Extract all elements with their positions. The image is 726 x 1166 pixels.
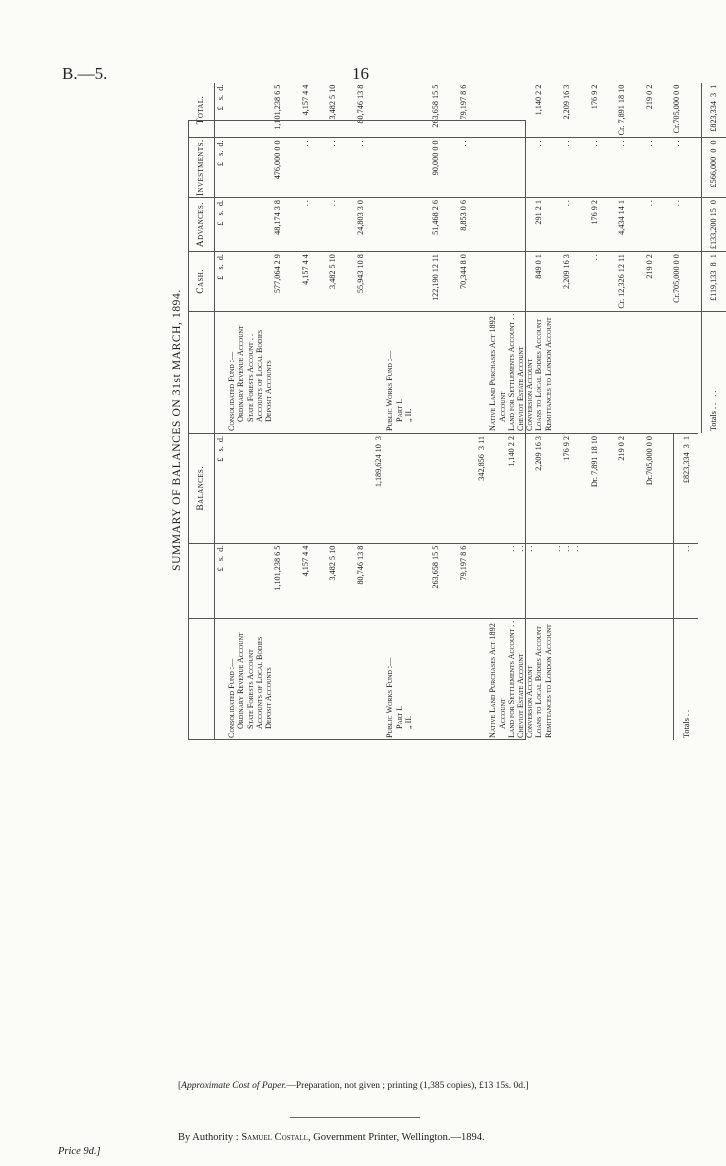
balances-section <box>188 433 691 740</box>
units-bal: £ s. d. <box>215 434 227 544</box>
totals-label: Totals . . <box>674 618 699 740</box>
table-row: Public Works Fund :— Part I. „ II. 122,190 12 11 70,344 8 0 51,468 2 6 8,853 0 6 90,000 0 0 . . 263,658 15 5 79,197 8 6 <box>384 83 487 433</box>
total-cell: 1,140 2 2 2,209 16 3 176 9 2 Cr. 7,891 18 10 219 0 2 Cr.705,000 0 0 <box>534 84 682 136</box>
totals-total: £823,334 3 1 <box>701 83 726 138</box>
page-number: 16 <box>352 64 369 83</box>
totals-advances: £133,200 15 0 <box>701 198 726 252</box>
units-row: £ s. d. £ s. d. £ s. d. £ s. d. <box>215 83 227 433</box>
table-row <box>384 434 487 741</box>
other-accounts: Native Land Purchases Act 1892 Account Land for Settlements Account . . Cheviot Estate Account Conversion Account Loans to Local Bodies Account Remittances to London Account <box>487 618 673 740</box>
units-sub: £ s. d. <box>215 543 227 618</box>
balances-table <box>188 433 698 740</box>
total-cell: 1,101,238 6 5 4,157 4 4 3,482 5 10 80,746 13 8 <box>273 84 365 130</box>
advances-cell: 291 2 1 . . 176 9 2 4,434 14 1 . . . . <box>487 198 701 252</box>
advances-header: Advances. <box>188 198 215 252</box>
cash-cell: 849 0 1 2,209 16 3 . . Cr. 12,326 12 11 219 0 2 Cr.705,000 0 0 <box>487 252 701 312</box>
cash-cell: 122,190 12 11 70,344 8 0 <box>384 252 487 312</box>
other-balances: 1,140 2 2 2,209 16 3 176 9 2 Dr. 7,891 18 10 219 0 2 Dr.705,000 0 0 <box>487 434 673 544</box>
public-works-subtotal: 342,856 3 11 <box>384 434 487 544</box>
totals-investments: £566,000 0 0 <box>701 138 726 198</box>
sub-amount-header <box>188 543 215 618</box>
totals-cash: £119,133 8 1 <box>701 252 726 312</box>
advances-cell: 51,468 2 6 8,853 0 6 <box>384 198 487 252</box>
table-row <box>226 434 384 741</box>
authority-line: By Authority : Samuel Costall, Government Printer, Wellington.—1894. <box>178 1132 485 1143</box>
public-works-amounts: 263,658 15 5 79,197 8 6 <box>384 543 487 618</box>
public-works-heading: Public Works Fund :— Part I. „ II. <box>384 618 487 740</box>
description-header-2 <box>188 311 215 433</box>
approx-cost-note: [Approximate Cost of Paper.—Preparation, not given ; printing (1,385 copies), £13 15s. 0d.] <box>178 1081 529 1091</box>
consolidated-subtotal: 1,189,624 10 3 <box>226 434 384 544</box>
table-row: Native Land Purchases Act 1892 Account Land for Settlements Account . . Cheviot Estate Account Conversion Account Loans to Local Bodies Account Remittances to London Account . . . . . . . . . . . . 1,140 2 2 2,209 16 3 176 9 2 Dr. 7,891 18 10 219 0 2 Dr.705,000 0 0 <box>487 434 673 741</box>
page-reference: B.—5. <box>62 64 108 83</box>
investments-cell: . . . . . . . . . . . . <box>487 138 701 198</box>
investments-cell: 90,000 0 0 . . <box>384 138 487 198</box>
totals-row: Totals . . . . £119,133 8 1 £133,200 15 0 £566,000 0 0 £823,334 3 1 <box>701 83 726 433</box>
cash-cell: 577,064 2 9 4,157 4 4 3,482 5 10 55,943 10 8 <box>226 252 384 312</box>
rotated-table-block <box>171 84 719 740</box>
investments-header: Investments. <box>188 138 215 198</box>
totals-lead: . . <box>674 543 699 618</box>
units-row <box>215 434 227 741</box>
price-label: Price 9d.] <box>58 1146 101 1157</box>
table-row: Consolidated Fund :— Ordinary Revenue Account State Forests Account . . Accounts of Local Bodies Deposit Accounts 577,064 2 9 4,157 4 4 3,482 5 10 55,943 10 8 48,174 3 8 . . . . 24,803 3 0 476,000 0 0 . . . . . . 1,101,238 6 5 4,157 4 4 3,482 5 10 80,746 13 8 <box>226 83 384 433</box>
totals-balance: £823,334 3 1 <box>674 434 699 544</box>
cash-header: Cash. <box>188 252 215 312</box>
advances-cell: 48,174 3 8 . . . . 24,803 3 0 <box>226 198 384 252</box>
breakdown-table <box>188 83 726 433</box>
consolidated-amounts: 1,101,238 6 5 4,157 4 4 3,482 5 10 80,746 13 8 <box>226 543 384 618</box>
total-cell: 263,658 15 5 79,197 8 6 <box>431 84 468 128</box>
consolidated-heading: Consolidated Fund :— Ordinary Revenue Account State Forests Account Accounts of Local Bodies Deposit Accounts <box>226 618 384 740</box>
description-header <box>188 618 215 740</box>
table-row: Native Land Purchases Act 1892 Account Land for Settlements Account . . Cheviot Estate Account Conversion Account Loans to Local Bodies Account Remittances to London Account 849 0 1 2,209 16 3 . . Cr. 12,326 12 11 219 0 2 Cr.705,000 0 0 291 2 1 . . 176 9 2 4,434 14 1 . . . . . . . . . . . . . . . . 1,140 2 2 2,209 16 3 176 9 2 Cr. 7,891 18 10 219 0 2 Cr.705,000 0 0 <box>487 83 701 433</box>
balances-header: Balances. <box>188 434 215 544</box>
table-title: SUMMARY OF BALANCES ON 31st MARCH, 1894. <box>171 289 183 571</box>
breakdown-section <box>188 84 719 433</box>
totals-row <box>674 434 699 741</box>
footer-rule <box>290 1117 420 1118</box>
investments-cell: 476,000 0 0 . . . . . . <box>226 138 384 198</box>
total-header: Total. <box>188 83 215 138</box>
